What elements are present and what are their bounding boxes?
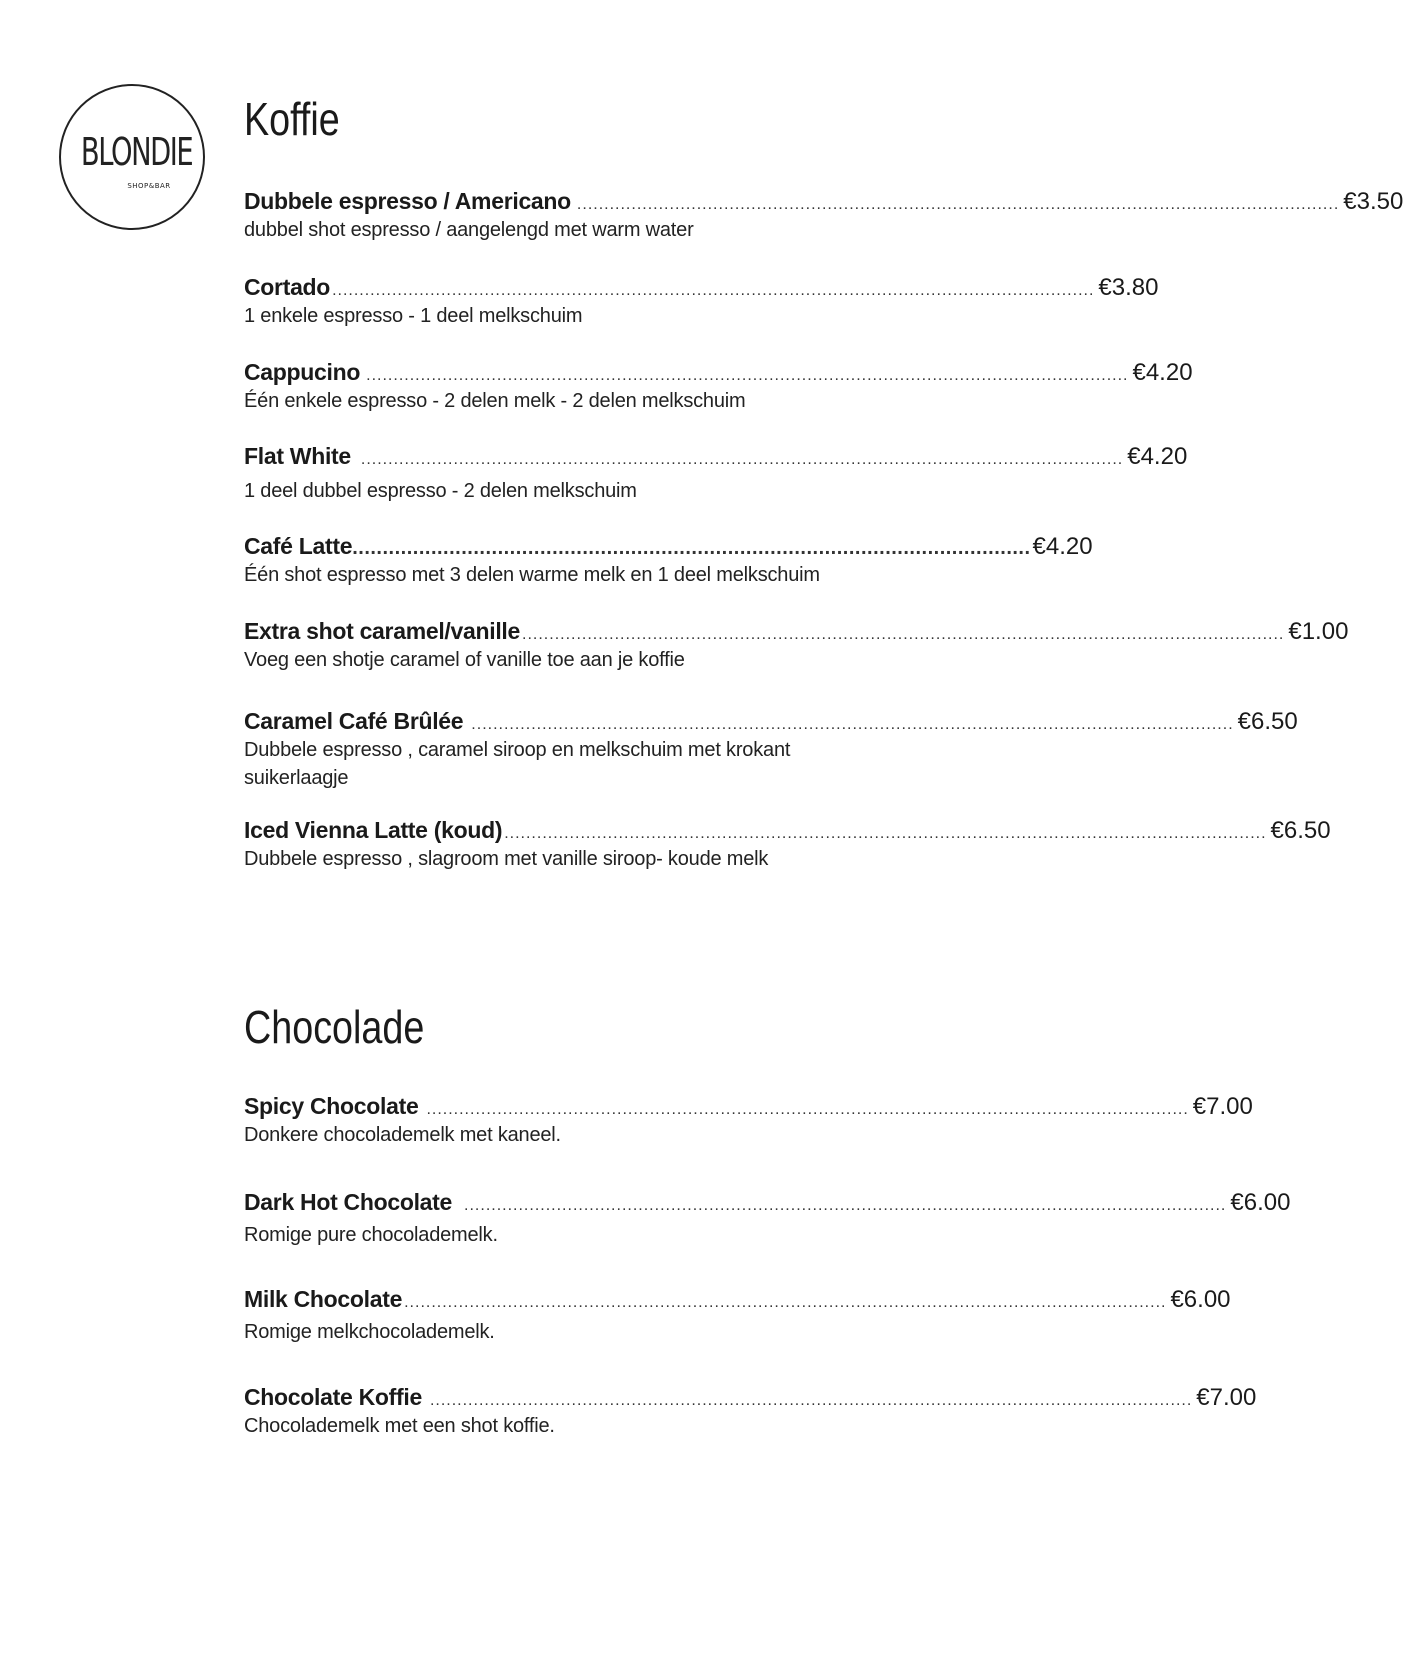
dot-leader: ............................................................................................................................................ — [504, 825, 1267, 842]
menu-item — [244, 1284, 1231, 1346]
item-description: Romige pure chocolademelk. — [244, 1224, 498, 1246]
item-price: €7.00 — [1196, 1384, 1257, 1411]
item-price: €1.00 — [1288, 618, 1349, 645]
item-description: Dubbele espresso , slagroom met vanille siroop- koude melk — [244, 848, 769, 870]
logo-name: BLONDIE — [80, 130, 193, 174]
logo-tagline: SHOP&BAR — [127, 182, 171, 190]
menu-item — [244, 1382, 1257, 1440]
item-name: Dark Hot Chocolate — [244, 1189, 453, 1215]
item-price: €4.20 — [1032, 533, 1093, 560]
item-description: 1 enkele espresso - 1 deel melkschuim — [244, 305, 583, 327]
item-name: Iced Vienna Latte (koud) — [244, 817, 503, 843]
item-name: Caramel Café Brûlée — [244, 708, 464, 734]
menu-item — [244, 616, 1349, 674]
menu-item — [244, 186, 1403, 244]
item-name: Dubbele espresso / Americano — [244, 188, 571, 214]
section-title-koffie: Koffie — [244, 93, 340, 145]
section-title-chocolade: Chocolade — [244, 1001, 425, 1053]
item-price: €4.20 — [1132, 359, 1193, 386]
menu-item — [244, 531, 1093, 589]
item-price: €6.00 — [1170, 1286, 1231, 1313]
blondie-logo — [59, 84, 205, 230]
item-description: Voeg een shotje caramel of vanille toe aan je koffie — [244, 649, 685, 671]
dot-leader: ............................................................................................................................................ — [366, 367, 1129, 384]
item-price: €6.50 — [1237, 708, 1298, 735]
item-description: Één enkele espresso - 2 delen melk - 2 delen melkschuim — [244, 390, 746, 412]
item-name: Chocolate Koffie — [244, 1384, 422, 1410]
item-description: Romige melkchocolademelk. — [244, 1321, 495, 1343]
item-name: Milk Chocolate — [244, 1286, 403, 1312]
item-name: Cappucino — [244, 359, 361, 385]
item-price: €7.00 — [1192, 1093, 1253, 1120]
item-price: €4.20 — [1127, 443, 1188, 470]
item-description: 1 deel dubbel espresso - 2 delen melkschuim — [244, 480, 637, 502]
item-price: €6.00 — [1230, 1189, 1291, 1216]
item-name: Extra shot caramel/vanille — [244, 618, 521, 644]
item-name: Spicy Chocolate — [244, 1093, 419, 1119]
menu-item — [244, 272, 1159, 330]
dot-leader: ............................................................................................................................................ — [471, 716, 1234, 733]
dot-leader: ................................................................................................................ — [352, 537, 1031, 559]
dot-leader: ............................................................................................................................................ — [464, 1197, 1227, 1214]
menu-item — [244, 815, 1331, 873]
dot-leader: ............................................................................................................................................ — [360, 451, 1124, 468]
menu-item — [244, 1187, 1291, 1249]
dot-leader: ............................................................................................................................................ — [332, 282, 1095, 299]
dot-leader: ............................................................................................................................................ — [429, 1392, 1193, 1409]
dot-leader: ............................................................................................................................................ — [426, 1101, 1189, 1118]
dot-leader: ............................................................................................................................................ — [404, 1294, 1167, 1311]
menu-item — [244, 441, 1188, 505]
item-name: Café Latte — [244, 533, 353, 559]
item-description: dubbel shot espresso / aangelengd met warm water — [244, 219, 694, 241]
item-price: €3.80 — [1098, 274, 1159, 301]
item-description: Dubbele espresso , caramel siroop en melkschuim met krokant suikerlaagje — [244, 739, 791, 789]
menu-item — [244, 357, 1193, 415]
item-description: Één shot espresso met 3 delen warme melk en 1 deel melkschuim — [244, 564, 820, 586]
item-name: Flat White — [244, 443, 351, 469]
item-description: Chocolademelk met een shot koffie. — [244, 1415, 555, 1437]
menu-item — [244, 1091, 1253, 1149]
dot-leader: ............................................................................................................................................ — [576, 196, 1340, 213]
dot-leader: ............................................................................................................................................ — [522, 626, 1285, 643]
item-price: €3.50 — [1343, 188, 1403, 215]
item-name: Cortado — [244, 274, 331, 300]
item-price: €6.50 — [1270, 817, 1331, 844]
menu-item — [244, 706, 1298, 792]
item-description: Donkere chocolademelk met kaneel. — [244, 1124, 561, 1146]
